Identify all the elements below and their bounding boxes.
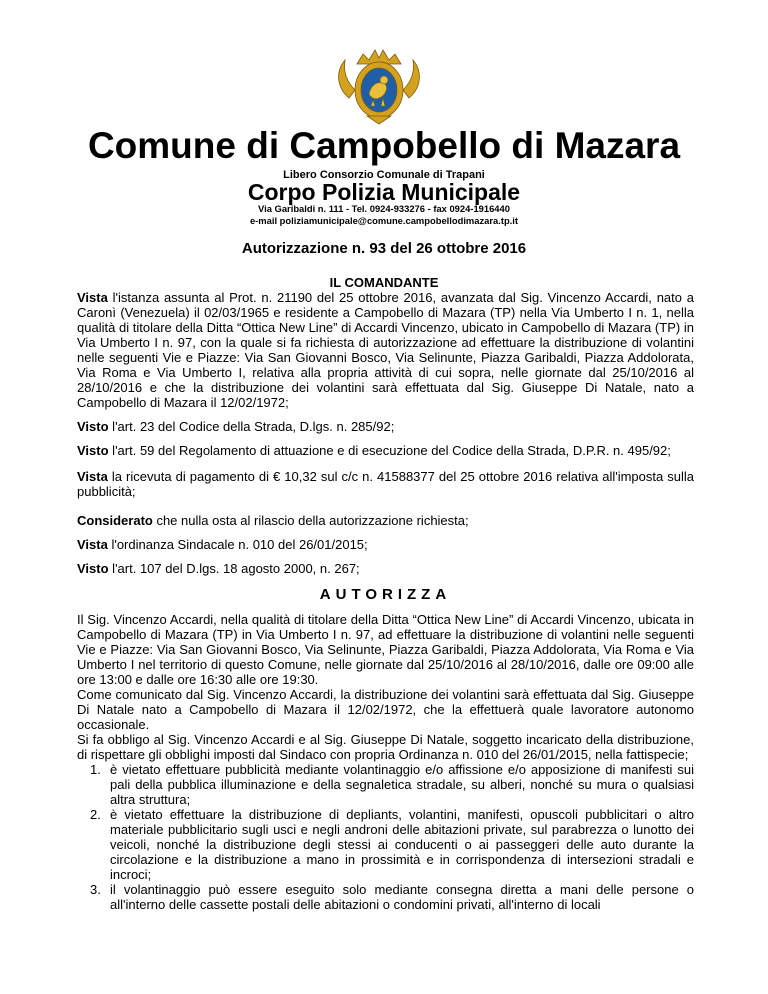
list-number: 2.: [90, 807, 101, 822]
address-line: Via Garibaldi n. 111 - Tel. 0924-933276 - fax 0924-1916440: [258, 203, 510, 214]
label-visto: Visto: [77, 443, 109, 458]
authorization-title: Autorizzazione n. 93 del 26 ottobre 2016: [241, 240, 527, 257]
label-visto: Visto: [77, 419, 109, 434]
paragraph-considerato: Considerato che nulla osta al rilascio della autorizzazione richiesta;: [77, 513, 469, 528]
label-visto: Visto: [77, 561, 109, 576]
department-title: Corpo Polizia Municipale: [247, 179, 521, 205]
municipality-title: Comune di Campobello di Mazara: [87, 125, 681, 166]
email-line: e-mail poliziamunicipale@comune.campobellodimazara.tp.it: [249, 215, 519, 226]
commander-heading: IL COMANDANTE: [329, 275, 439, 290]
list-item: 2. è vietato effettuare la distribuzione di depliants, volantini, manifesti, opuscoli pubblicitari o altro materiale pubblicitario sugli usci e negli androni delle abitazioni private, sul parabrezza o lunotto dei veicoli, nonché la distribuzione degli stessi ai conducenti o ai passeggeri delle auto durante la circolazione e la distribuzione a mano in prossimità e in corrispondenza di intersezioni stradali e incroci;: [90, 807, 694, 882]
list-number: 1.: [90, 762, 101, 777]
label-vista: Vista: [77, 469, 108, 484]
label-vista: Vista: [77, 537, 108, 552]
paragraph-vista-ordinanza: Vista l'ordinanza Sindacale n. 010 del 26/01/2015;: [77, 537, 368, 552]
consortium-subtitle: Libero Consorzio Comunale di Trapani: [283, 169, 485, 181]
list-item: 3. il volantinaggio può essere eseguito solo mediante consegna diretta a mani delle persone o all'interno delle cassette postali delle abitazioni o condomini privati, all'interno di locali: [90, 882, 694, 912]
label-considerato: Considerato: [77, 513, 153, 528]
paragraph-vista-ricevuta: Vista la ricevuta di pagamento di € 10,32 sul c/c n. 41588377 del 25 ottobre 2016 relativa all'imposta sulla pubblicità;: [77, 469, 694, 499]
paragraph-visto-tuel: Visto l'art. 107 del D.lgs. 18 agosto 2000, n. 267;: [77, 561, 360, 576]
paragraph-obligations: Si fa obbligo al Sig. Vincenzo Accardi e al Sig. Giuseppe Di Natale, soggetto incaricato della distribuzione, di rispettare gli obblighi imposti dal Sindaco con propria Ordinanza n. 010 del 26/01/2015, nella fattispecie;: [77, 732, 694, 762]
contact-block: [0, 203, 768, 227]
label-vista: Vista: [77, 290, 108, 305]
list-item: 1. è vietato effettuare pubblicità mediante volantinaggio e/o affissione e/o apposizione di manifesti sui pali della pubblica illuminazione e della segnaletica stradale, su alberi, nonché su mura o qualsiasi altra struttura;: [90, 762, 694, 807]
paragraph-visto-regolamento: Visto l'art. 59 del Regolamento di attuazione e di esecuzione del Codice della Strada, D.P.R. n. 495/92;: [77, 443, 671, 458]
paragraph-vista-istanza: Vista l'istanza assunta al Prot. n. 21190 del 25 ottobre 2016, avanzata dal Sig. Vincenzo Accardi, nato a Caronì (Venezuela) il 02/03/1965 e residente a Campobello di Mazara (TP) nella Via Umberto I n. 1, nella qualità di titolare della Ditta “Ottica New Line” di Accardi Vincenzo, ubicato in Campobello di Mazara (TP) in Via Umberto I n. 97, con la quale si fa richiesta di autorizzazione ad effettuare la distribuzione di volantini nelle seguenti Vie e Piazze: Via San Giovanni Bosco, Via Selinunte, Piazza Garibaldi, Piazza Addolorata, Via Roma e Via Umberto I, relativa alla propria attività di cui sopra, nelle giornate dal 25/10/2016 al 28/10/2016 e che la distribuzione dei volantini sarà effettuata dal Sig. Giuseppe Di Natale, nato a Campobello di Mazara il 12/02/1972;: [77, 290, 694, 410]
autorizza-heading: AUTORIZZA: [319, 586, 452, 603]
list-number: 3.: [90, 882, 101, 897]
paragraph-visto-cds: Visto l'art. 23 del Codice della Strada, D.lgs. n. 285/92;: [77, 419, 395, 434]
paragraph-authorization: Il Sig. Vincenzo Accardi, nella qualità di titolare della Ditta “Ottica New Line” di Accardi Vincenzo, ubicata in Campobello di Mazara (TP) in Via Umberto I n. 97, ad effettuare la distribuzione di volantini nelle seguenti Vie e Piazze: Via San Giovanni Bosco, Via Selinunte, Piazza Garibaldi, Piazza Addolorata, Via Roma e Via Umberto I nel territorio di questo Comune, nelle giornate dal 25/10/2016 al 28/10/2016, dalle ore 09:00 alle ore 13:00 e dalle ore 16:30 alle ore 19:30.: [77, 612, 694, 687]
paragraph-distribution: Come comunicato dal Sig. Vincenzo Accardi, la distribuzione dei volantini sarà effettuata dal Sig. Giuseppe Di Natale nato a Campobello di Mazara il 12/02/1972, che la effettuerà quale lavoratore autonomo occasionale.: [77, 687, 694, 732]
obligations-list: [77, 762, 694, 912]
coat-of-arms-icon: [327, 46, 431, 126]
document-body: [77, 290, 694, 912]
